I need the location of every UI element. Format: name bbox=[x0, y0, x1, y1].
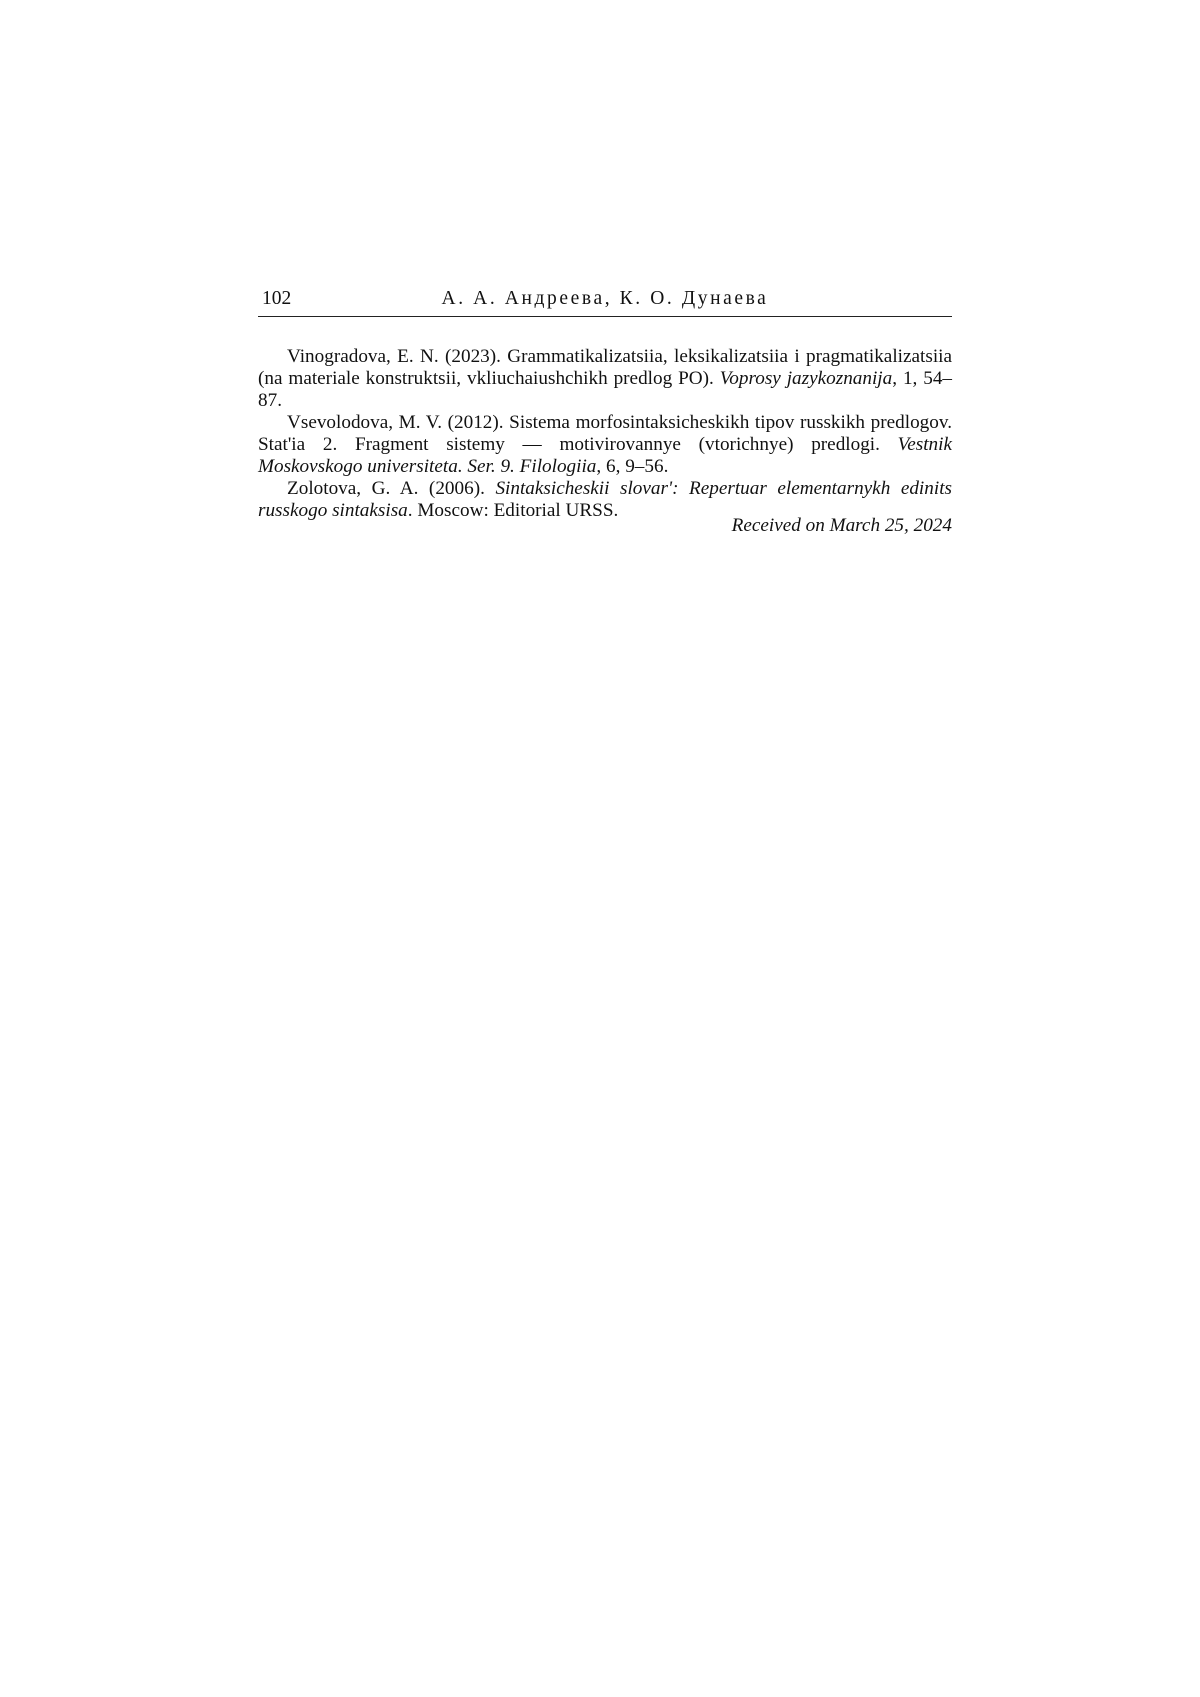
reference-source-title: Sintaksicheskii slovar': Repertuar elementarnykh edinits russkogo sintaksisa bbox=[258, 478, 952, 521]
reference-entry bbox=[258, 346, 952, 412]
reference-details: , 6, 9–56. bbox=[596, 456, 669, 477]
reference-details: . Moscow: Editorial URSS. bbox=[407, 500, 619, 521]
reference-text: Vsevolodova, M. V. (2012). Sistema morfosintaksicheskikh tipov russkikh predlogov. Stat'ia 2. Fragment sistemy — motivirovannye (vtorichnye) predlogi. bbox=[258, 412, 952, 455]
reference-source-title: Vestnik Moskovskogo universiteta. Ser. 9. Filologiia bbox=[258, 434, 952, 477]
reference-entry bbox=[258, 412, 952, 478]
page-header bbox=[258, 286, 952, 317]
references-list bbox=[258, 346, 952, 522]
reference-details: , 1, 54–87. bbox=[258, 368, 953, 411]
reference-source-title: Voprosy jazykoznanija bbox=[719, 368, 893, 389]
reference-text: Zolotova, G. A. (2006). bbox=[287, 478, 496, 499]
received-date-note: Received on March 25, 2024 bbox=[731, 515, 952, 536]
reference-text: Vinogradova, E. N. (2023). Grammatikalizatsiia, leksikalizatsiia i pragmatikalizatsiia (na materiale konstruktsii, vkliuchaiushchikh predlog PO). bbox=[258, 346, 952, 389]
page-number: 102 bbox=[262, 288, 292, 309]
running-head-authors: А. А. Андреева, К. О. Дунаева bbox=[441, 288, 769, 309]
